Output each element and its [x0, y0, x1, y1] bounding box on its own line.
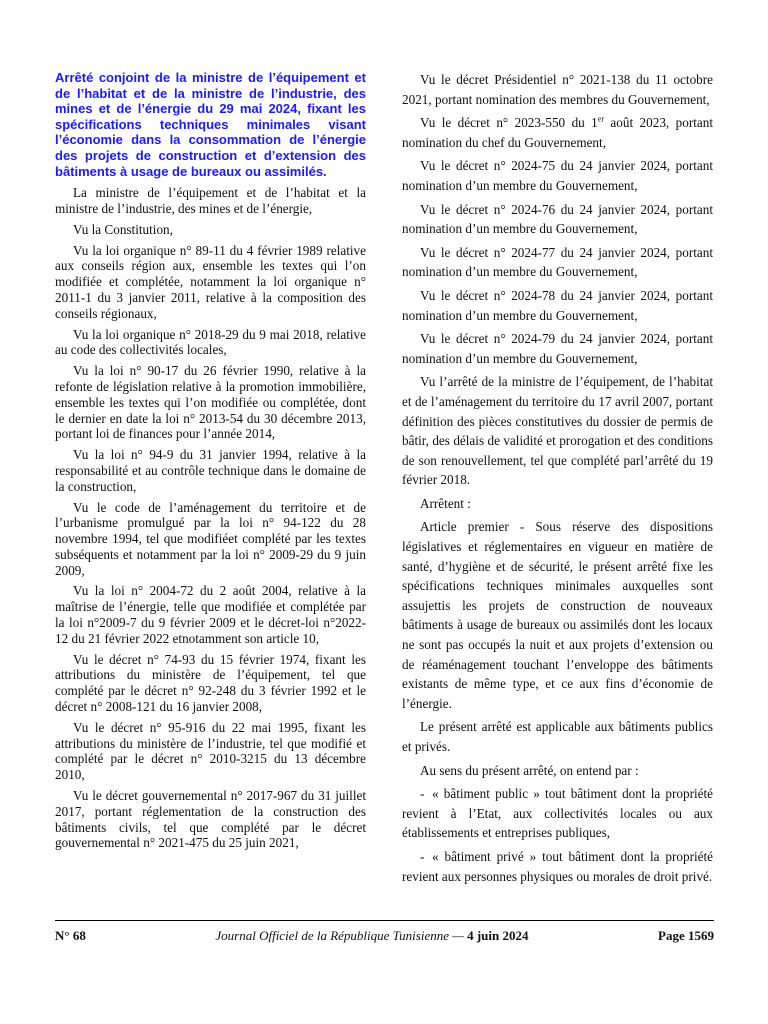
issue-number: N° 68: [55, 928, 86, 943]
definition-text: « bâtiment privé » tout bâtiment dont la propriété revient aux personnes physiques ou morales de droit privé.: [402, 848, 713, 884]
preamble-paragraph: La ministre de l’équipement et de l’habitat et la ministre de l’industrie, des mines et de l’énergie,: [55, 185, 366, 216]
visa-paragraph: Vu le décret n° 95-916 du 22 mai 1995, fixant les attributions du ministère de l’industrie, tel que modifié et complété par le décret n° 2010-3215 du 13 décembre 2010,: [55, 719, 366, 783]
article-paragraph: Article premier - Sous réserve des dispositions législatives et réglementaires en vigueur en matière de santé, d’hygiène et de sécurité, le présent arrêté fixe les spécifications techniques minimales auxquelles sont assujettis les projets de construction de nouveaux bâtiments à usage de bureaux ou assimilés dont les locaux ne sont pas occupés la nuit et aux projets d’extension ou de réaménagement touchant l’enveloppe des bâtiments existants de même type, et ce aux fins d’économie de l’énergie.: [402, 519, 713, 711]
definition-item: [402, 847, 713, 886]
article-paragraph: Le présent arrêté est applicable aux bâtiments publics et privés.: [402, 719, 713, 754]
visa-paragraph: Vu le décret gouvernemental n° 2017-967 du 31 juillet 2017, portant réglementation de la construction des bâtiments civils, tel que complété par le décret gouvernemental n° 2021-475 du 25 juin 2021,: [55, 788, 366, 851]
definition-text: « bâtiment public » tout bâtiment dont la propriété revient à l’Etat, aux collectivités locales ou aux établissements et entreprises publiques,: [402, 786, 713, 841]
definition-item: [402, 784, 713, 843]
visa-text: Vu le décret n° 2023-550 du 1: [420, 115, 598, 131]
visa-paragraph: Vu la Constitution,: [73, 221, 173, 237]
visa-text: août 2023, portant nomination du chef du Gouvernement,: [402, 115, 713, 150]
decision-heading: Arrêtent :: [420, 495, 471, 511]
visa-paragraph: Vu la loi n° 2004-72 du 2 août 2004, relative à la maîtrise de l’énergie, telle que modifiée et complétée par la loi n°2009-7 du 9 février 2009 et le décret-loi n°2022-12 du 21 février 2022 etnotamment son article 10,: [55, 583, 366, 646]
right-column: [402, 70, 713, 890]
visa-paragraph: Vu le décret n° 2024-76 du 24 janvier 2024, portant nomination d’un membre du Gouvernement,: [402, 201, 713, 237]
page-footer: [55, 928, 714, 944]
decree-title: Arrêté conjoint de la ministre de l’équipement et de l’habitat et de la ministre de l’industrie, des mines et de l’énergie du 29 mai 2024, fixant les spécifications techniques minimales visant l’économie dans la consommation de l’énergie des projets de construction et d’extension des bâtiments à usage de bureaux ou assimilés.: [55, 70, 366, 179]
visa-paragraph: Vu l’arrêté de la ministre de l’équipement, de l’habitat et de l’aménagement du territoire du 17 avril 2007, portant définition des pièces constitutives du dossier de permis de bâtir, des délais de validité et prorogation et des conditions de son renouvellement, tel que complété parl’arrêté du 19 février 2018.: [402, 374, 713, 488]
ordinal-superscript: er: [597, 114, 604, 124]
visa-paragraph: Vu le décret n° 74-93 du 15 février 1974, fixant les attributions du ministère de l’équipement, tel que complété par le décret n° 92-248 du 3 février 1992 et le décret n° 2008-121 du 16 janvier 2008,: [55, 651, 366, 715]
visa-paragraph: Vu le décret n° 2024-77 du 24 janvier 2024, portant nomination d’un membre du Gouvernement,: [402, 244, 713, 280]
visa-paragraph: Vu la loi n° 94-9 du 31 janvier 1994, relative à la responsabilité et au contrôle technique dans le domaine de la construction,: [55, 447, 366, 494]
visa-paragraph: Vu le code de l’aménagement du territoire et de l’urbanisme promulgué par la loi n° 94-122 du 28 novembre 1994, tel que modifiéet complété par les textes subséquents et notamment par la loi n° 2009-29 du 9 juin 2009,: [55, 499, 366, 578]
visa-paragraph: [402, 113, 713, 152]
visa-paragraph: Vu le décret Présidentiel n° 2021-138 du 11 octobre 2021, portant nomination des membres du Gouvernement,: [402, 72, 713, 107]
dash-bullet: -: [420, 848, 425, 864]
visa-paragraph: Vu le décret n° 2024-75 du 24 janvier 2024, portant nomination d’un membre du Gouvernement,: [402, 158, 713, 193]
left-column: [55, 70, 366, 856]
journal-name: [215, 928, 528, 944]
visa-paragraph: Vu le décret n° 2024-78 du 24 janvier 2024, portant nomination d’un membre du Gouvernement,: [402, 287, 713, 323]
visa-paragraph: Vu la loi organique n° 2018-29 du 9 mai 2018, relative au code des collectivités locales,: [55, 326, 366, 358]
footer-divider: [55, 920, 714, 921]
dash-bullet: -: [420, 786, 425, 802]
visa-paragraph: Vu la loi organique n° 89-11 du 4 février 1989 relative aux conseils région aux, ensemble les textes qui l’on modifiée et complétée, notamment la loi organique n° 2011-1 du 3 janvier 2011, relative à la composition des conseils régionaux,: [55, 242, 366, 321]
visa-paragraph: Vu la loi n° 90-17 du 26 février 1990, relative à la refonte de législation relative à la promotion immobilière, ensemble les textes qui l’on modifiée ou complétée, dont le dernier en date la loi n° 2013-54 du 30 décembre 2013, portant loi de finances pour l’année 2014,: [55, 363, 366, 442]
definitions-intro: Au sens du présent arrêté, on entend par :: [420, 762, 639, 778]
page-number: Page 1569: [658, 928, 714, 943]
issue-date: 4 juin 2024: [467, 928, 529, 943]
visa-paragraph: Vu le décret n° 2024-79 du 24 janvier 2024, portant nomination d’un membre du Gouvernement,: [402, 331, 713, 366]
journal-title: Journal Officiel de la République Tunisienne —: [215, 928, 464, 943]
